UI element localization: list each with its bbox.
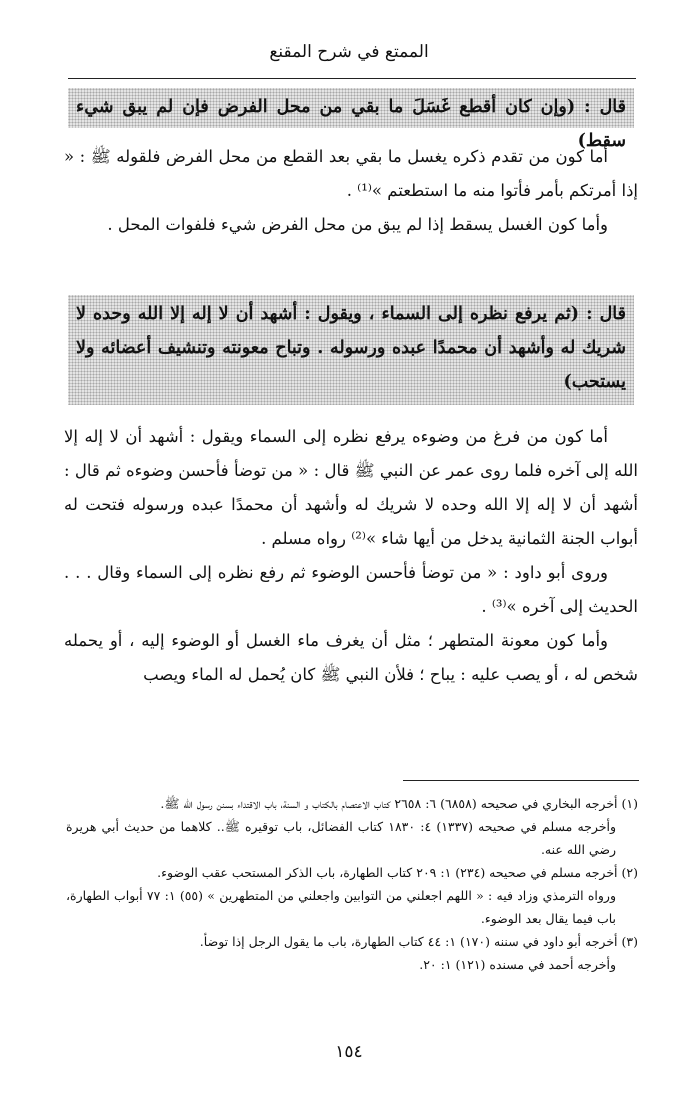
- footnote: (١) أخرجه البخاري في صحيحه (٦٨٥٨) ٦: ٢٦٥٨ كتاب الاعتصام بالكتاب و السنة، باب الاقتداء بسنن رسول الله ﷺ.: [160, 796, 638, 811]
- footnotes: [66, 792, 638, 976]
- running-header: الممتع في شرح المقنع: [269, 42, 429, 62]
- paragraph: أما كون من تقدم ذكره يغسل ما بقي بعد القطع من محل الفرض فلقوله ﷺ : « إذا أمرتكم بأمر فأتوا منه ما استطعتم »⁽¹⁾ .: [64, 147, 638, 200]
- footnote-divider: [403, 780, 639, 781]
- paragraph: وأما كون الغسل يسقط إذا لم يبق من محل الفرض شيء فلفوات المحل .: [107, 215, 608, 234]
- footnote: (٢) أخرجه مسلم في صحيحه (٢٣٤) ١: ٢٠٩ كتاب الطهارة، باب الذكر المستحب عقب الوضوء.: [157, 865, 638, 880]
- footnote: وأخرجه أحمد في مسنده (١٢١) ١: ٢٠.: [419, 957, 616, 972]
- commentary-block-2: [64, 420, 638, 692]
- matn-quote-2: قال : (ثم يرفع نظره إلى السماء ، ويقول : أشهد أن لا إله إلا الله وحده لا شريك له وأشهد أن محمدًا عبده ورسوله . وتباح معونته وتنشيف أعضائه ولا يستحب): [68, 295, 634, 405]
- commentary-block-1: [64, 140, 638, 242]
- header-divider: [68, 78, 636, 79]
- paragraph: أما كون من فرغ من وضوءه يرفع نظره إلى السماء ويقول : أشهد أن لا إله إلا الله إلى آخره فلما روى عمر عن النبي ﷺ قال : « من توضأ فأحسن وضوءه ثم قال : أشهد أن لا إله إلا الله وحده لا شريك له وأشهد أن محمدًا عبده ورسوله فتحت له أبواب الجنة الثمانية يدخل من أيها شاء »⁽²⁾ رواه مسلم .: [64, 427, 638, 548]
- footnote: (٣) أخرجه أبو داود في سننه (١٧٠) ١: ٤٤ كتاب الطهارة، باب ما يقول الرجل إذا توضأ.: [199, 934, 638, 949]
- paragraph: وروى أبو داود : « من توضأ فأحسن الوضوء ثم رفع نظره إلى السماء وقال . . . الحديث إلى آخره »⁽³⁾ .: [64, 563, 638, 616]
- footnote: وأخرجه مسلم في صحيحه (١٣٣٧) ٤: ١٨٣٠ كتاب الفضائل، باب توقيره ﷺ.. كلاهما من حديث أبي هريرة رضي الله عنه.: [66, 819, 617, 857]
- matn-quote-1: قال : (وإن كان أقطع غَسَلَ ما بقي من محل الفرض فإن لم يبق شيء سقط): [68, 88, 634, 128]
- footnote: ورواه الترمذي وزاد فيه : « اللهم اجعلني من التوابين واجعلني من المتطهرين » (٥٥) ١: ٧٧ أبواب الطهارة، باب فيما يقال بعد الوضوء.: [66, 888, 616, 926]
- page-number: ١٥٤: [335, 1042, 363, 1062]
- paragraph: وأما كون معونة المتطهر ؛ مثل أن يغرف ماء الغسل أو الوضوء إليه ، أو يحمله شخص له ، أو يصب عليه : يباح ؛ فلأن النبي ﷺ كان يُحمل له الماء ويصب: [64, 631, 638, 684]
